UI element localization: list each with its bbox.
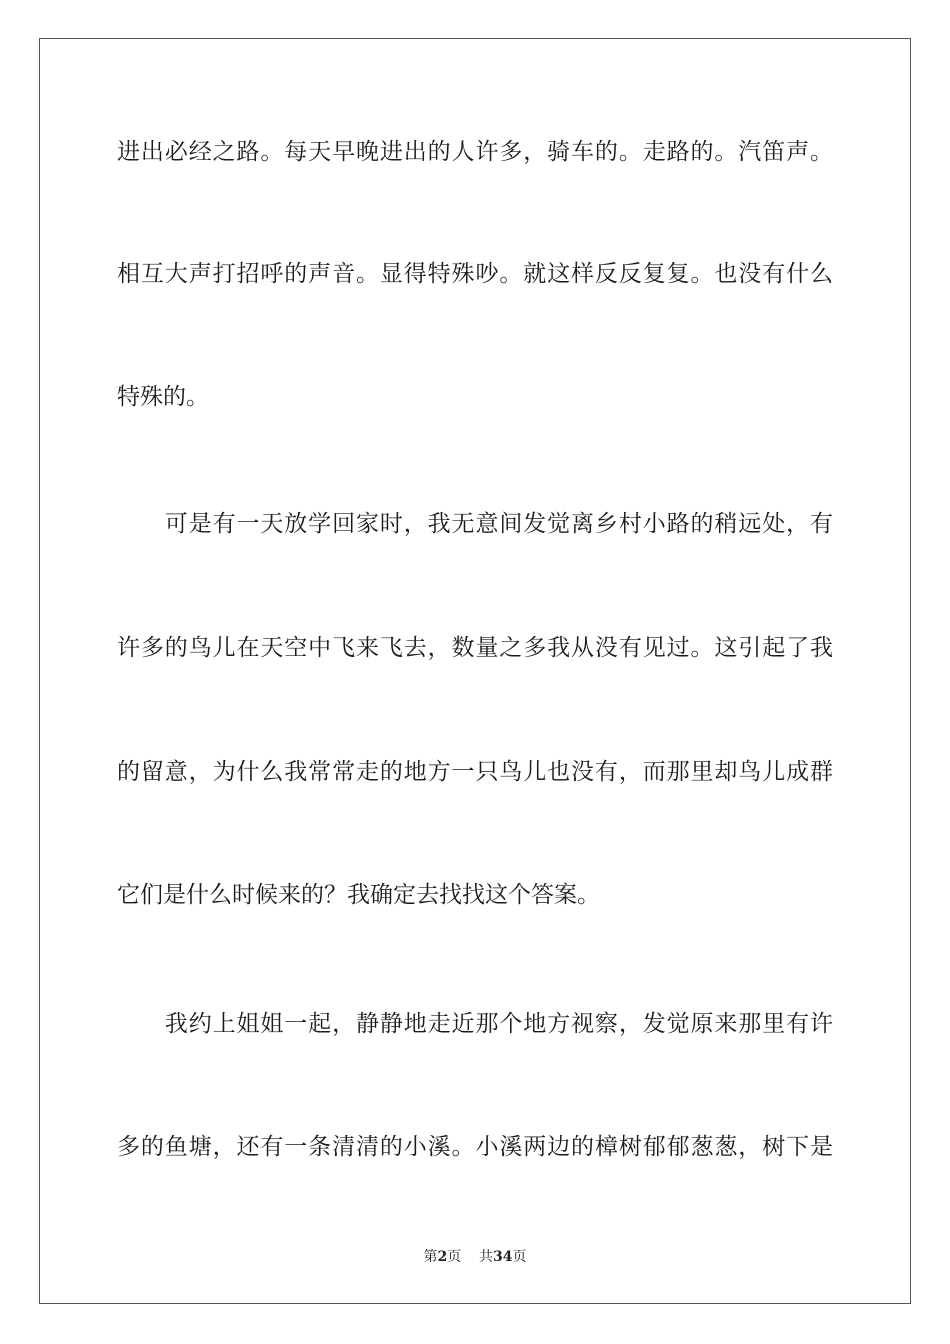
total-label-suffix: 页 (512, 1249, 527, 1265)
text-line-7: 它们是什么时候来的？我确定去找找这个答案。 (117, 882, 600, 908)
page-footer (0, 1248, 950, 1266)
total-label-prefix: 共 (479, 1249, 494, 1265)
page-label-suffix: 页 (447, 1249, 462, 1265)
text-line-3: 特殊的。 (117, 384, 209, 410)
text-line-1: 进出必经之路。每天早晚进出的人许多，骑车的。走路的。汽笛声。 (117, 139, 833, 165)
page-number: 2 (437, 1249, 448, 1265)
text-line-9: 多的鱼塘，还有一条清清的小溪。小溪两边的樟树郁郁葱葱，树下是 (117, 1134, 833, 1160)
text-line-8: 我约上姐姐一起，静静地走近那个地方视察，发觉原来那里有许 (117, 1011, 833, 1037)
text-line-5: 许多的鸟儿在天空中飞来飞去，数量之多我从没有见过。这引起了我 (117, 635, 833, 661)
page-border (39, 38, 911, 1304)
page-label-prefix: 第 (423, 1249, 438, 1265)
text-line-2: 相互大声打招呼的声音。显得特殊吵。就这样反反复复。也没有什么 (117, 261, 833, 287)
text-line-4: 可是有一天放学回家时，我无意间发觉离乡村小路的稍远处，有 (117, 511, 833, 537)
total-pages: 34 (493, 1249, 513, 1265)
text-line-6: 的留意，为什么我常常走的地方一只鸟儿也没有，而那里却鸟儿成群 (117, 759, 833, 785)
